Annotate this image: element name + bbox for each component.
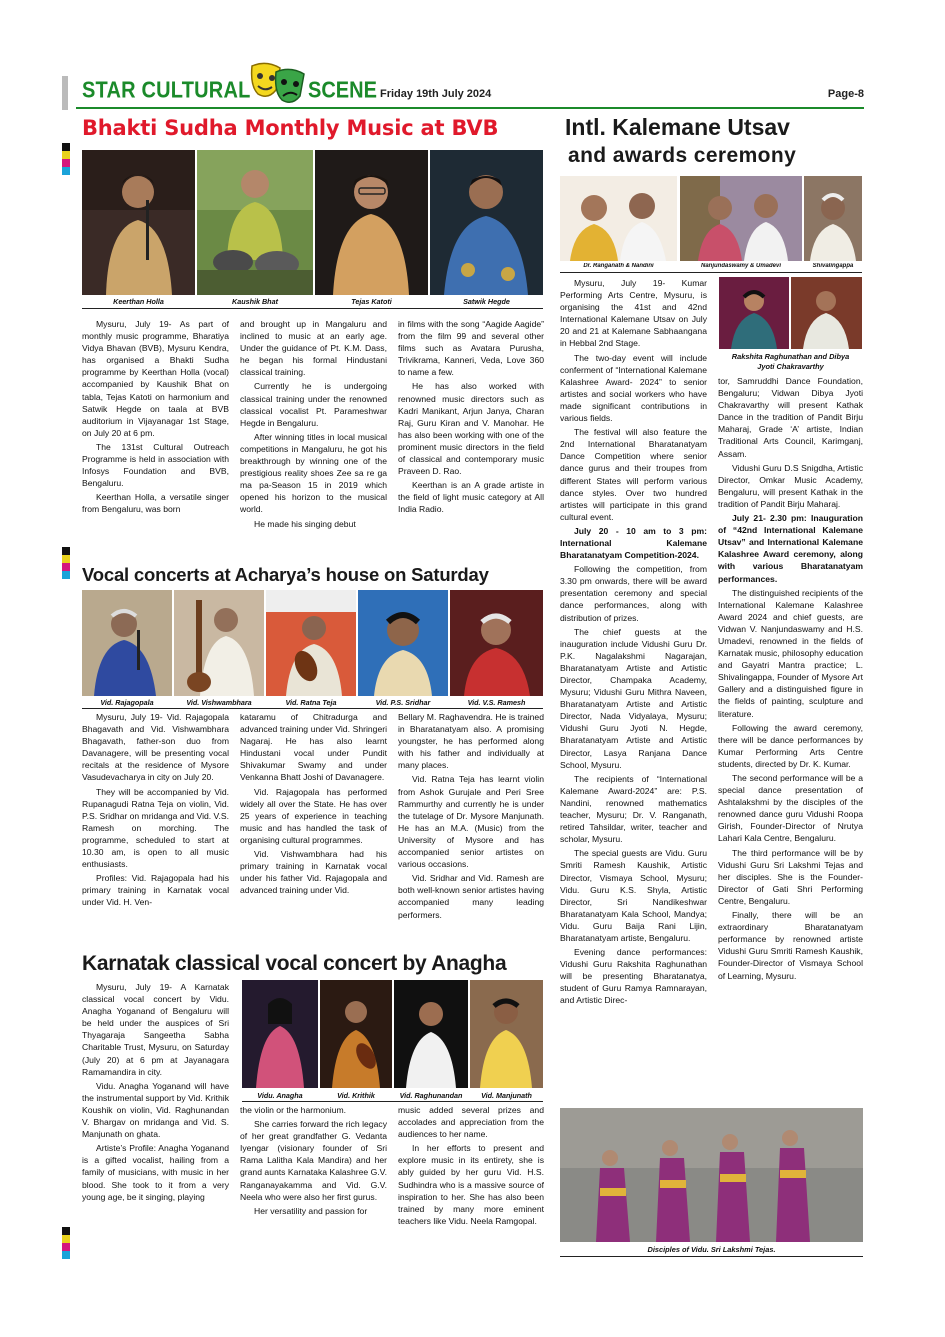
masthead-title-right: SCENE <box>308 78 377 104</box>
photo-rajagopala <box>82 590 172 696</box>
photo-ranganath-nandini <box>560 176 677 261</box>
photo-vishwambhara <box>174 590 264 696</box>
photo-shivalingappa <box>804 176 862 261</box>
caption-keerthan-holla: Keerthan Holla <box>113 297 164 306</box>
photo-satwik-hegde <box>430 150 543 295</box>
photo-rakshita-raghunathan <box>719 277 789 349</box>
caption-shivalingappa: Shivalingappa <box>812 263 854 269</box>
photo-vs-ramesh <box>450 590 543 696</box>
caption-anagha: Vidu. Anagha <box>257 1091 303 1100</box>
bvb-headline: Bhakti Sudha Monthly Music at BVB <box>82 116 499 140</box>
caption-manjunath: Vid. Manjunath <box>481 1091 532 1100</box>
bvb-column-3: in films with the song “Aagide Aagide” from the film 99 and several other films such as Avatara Purusha, Trivikrama, Kanneri, Veda, Love 360 to name a few. He has also worked with renowned music directors such as Kadri Manikant, Arjun Janya, Charan Raj, Guru Kiran and V. Manohar. He has also been working with one of the prominent music directors in the field of classical and contemporary music Praveen D. Rao. Keerthan is an A grade artiste in the field of light music category at All India Radio. <box>398 319 544 515</box>
caption-tejas-katoti: Tejas Katoti <box>351 297 392 306</box>
caption-krithik: Vid. Krithik <box>337 1091 375 1100</box>
theatre-masks-icon <box>246 60 308 106</box>
registration-bar <box>62 1227 70 1259</box>
acharya-column-3: Bellary M. Raghavendra. He is trained in Bharatanatyam also. A promising youngster, he has performed along with his father and individually at many places. Vid. Ratna Teja has learnt violin from Ashok Gurujale and Peri Sree Rammurthy and currently he is under the tutelage of Dr. Mysore Manjunath. He has an M.A. (Music) from the University of Mysore and has accompanied senior artistes on various occasions. Vid. Sridhar and Vid. Ramesh are both well-known senior artistes having accompanied many leading performers. <box>398 712 544 920</box>
caption-inset-line1: Rakshita Raghunathan and Dibya <box>731 352 850 361</box>
anagha-column-3: music added several prizes and accolades and appreciation from the audiences to her name. In her efforts to present and explore music in its entirety, she is ably guided by her guru Vid. H.S. Sudhindra who is a massive source of inspiration to her. She has also been trained by many more eminent teachers like Vidu. Neela Ramgopal. <box>398 1105 544 1226</box>
kalemane-column-2: tor, Samruddhi Dance Foundation, Bengaluru; Vidwan Dibya Jyoti Chakravarthy will present Kathak Dance in the tradition of Pandit Birju Maharaj, Grade ‘A’ artiste, Indian Traditional Arts Council, Karimganj, Assam. Vidushi Guru D.S Snigdha, Artistic Director, Omkar Music Academy, Bengaluru, will present Kathak in the tradition of Pandit Birju Maharaj. July 21- 2.30 pm: Inauguration of “42nd International Kalemane Utsav” and International Kalemane Kalashree Award ceremony, along with various Bharatanatyam performances. The distinguished recipients of the International Kalemane Kalashree Award 2024 and chief guests, are Vidwan V. Nanjundaswamy and H.S. Umadevi, renowned in the fields of Karnatak music, philosophy education and Gayatri Mantra practice; L. Shivalingappa, Founder of Mysore Art Gallery and a distinguished figure in the fields of painting, sculpture and literature. Following the award ceremony, there will be dance performances by Kumar Performing Arts Centre students, directed by Dr. K. Kumar. The second performance will be a special dance presentation of Ashtalakshmi by the disciples of the renowned dance guru Vidushi Roopa Girish, Founder-Director of Nrutya Lahari Kala Centre, Bengaluru. The third performance will be by Vidushi Guru Sri Lakshmi Tejas and her disciples. She is the Founder-Director of Gati Shri Performing Centre, Bengaluru. Finally, there will be an extraordinary Bharatanatyam performance by renowned artiste Vidushi Guru Smriti Ramesh Kaushik, Founder-Director of Vismaya School of Learning, Mysuru. <box>718 376 863 981</box>
bvb-column-1: Mysuru, July 19- As part of monthly music programme, Bharatiya Vidya Bhavan (BVB), Mysuru Kendra, has organised a Bhakti Sudha programme by Keerthan Holla (vocal) accompanied by Kaushik Bhat on tabla, Tejas Katoti on harmonium and Satwik Hegde on taala at BVB auditorium in Vijayanagar 1st Stage, on July 20 at 6 pm. The 131st Cultural Outreach Programme is held in association with Infosys Foundation and BVB, Bengaluru. Keerthan Holla, a versatile singer from Bengaluru, was born <box>82 319 229 515</box>
caption-kaushik-bhat: Kaushik Bhat <box>232 297 278 306</box>
photo-kaushik-bhat <box>197 150 313 295</box>
anagha-column-2: the violin or the harmonium. She carries forward the rich legacy of her great grandfather G. Vedanta Iyengar (visionary founder of Sri Rama Lalitha Kala Mandira) and her grand aunts Karnataka Kalashree G.V. Ranganayakamma and Vid. G.V. Neela who were also her first gurus. Her versatility and passion for <box>240 1105 387 1216</box>
photo-dance-disciples <box>560 1108 863 1242</box>
kalemane-headline-line1: Intl. Kalemane Utsav <box>565 114 790 140</box>
photo-tejas-katoti <box>315 150 428 295</box>
caption-satwik-hegde: Satwik Hegde <box>463 297 510 306</box>
caption-dance-disciples: Disciples of Vidu. Sri Lakshmi Tejas. <box>647 1245 776 1254</box>
photo-anagha <box>242 980 318 1088</box>
acharya-headline: Vocal concerts at Acharya’s house on Saturday <box>82 564 489 585</box>
issue-date: Friday 19th July 2024 <box>380 88 492 100</box>
photo-dibya-jyoti <box>791 277 862 349</box>
masthead <box>62 76 864 116</box>
kalemane-headline-line2: and awards ceremony <box>568 144 797 167</box>
photo-krithik <box>320 980 392 1088</box>
caption-ranganath-nandini: Dr. Ranganath & Nandini <box>583 263 654 269</box>
acharya-column-2: kataramu of Chitradurga and advanced training under Vid. Shringeri Nagaraj. He has also learnt Hindustani vocal under Pundit Shivakumar Swamy and under Venkanna Bhatt Joshi of Davanagere. Vid. Rajagopala has performed widely all over the State. He has over 25 years of experience in teaching music and has handled the task of organising cultural programmes. Vid. Vishwambhara had his primary training in Karnatak vocal under his father Vid. Rajagopala and advanced training under Vid. <box>240 712 387 896</box>
caption-raghunandan: Vid. Raghunandan <box>399 1091 463 1100</box>
caption-nanjundaswamy-umadevi: Nanjundaswamy & Umadevi <box>700 263 782 269</box>
photo-manjunath <box>470 980 543 1088</box>
caption-ratna-teja: Vid. Ratna Teja <box>285 698 337 707</box>
caption-rajagopala: Vid. Rajagopala <box>100 698 154 707</box>
caption-ps-sridhar: Vid. P.S. Sridhar <box>375 698 431 707</box>
photo-ratna-teja <box>266 590 356 696</box>
registration-bar <box>62 547 70 579</box>
photo-nanjundaswamy-umadevi <box>680 176 802 261</box>
caption-inset-line2: Jyoti Chakravarthy <box>757 362 824 371</box>
acharya-column-1: Mysuru, July 19- Vid. Rajagopala Bhagavath and Vid. Vishwambhara Bhagavath, father-son duo from Davanagere, will be presenting vocal recitals at the residence of Mysore Vasudevacharya in city on July 20. They will be accompanied by Vid. Rupanagudi Ratna Teja on violin, Vid. P.S. Sridhar on mridanga and Vid. V.S. Ramesh on morching. The programme, scheduled to start at 10.30 am, is open to all music enthusiasts. Profiles: Vid. Rajagopala had his primary training in Karnatak vocal under Vid. H. Ven- <box>82 712 229 908</box>
masthead-title-left: STAR CULTURAL <box>82 78 251 104</box>
photo-ps-sridhar <box>358 590 448 696</box>
caption-vs-ramesh: Vid. V.S. Ramesh <box>467 698 526 707</box>
page-number: Page-8 <box>827 88 864 100</box>
bvb-column-2: and brought up in Mangaluru and inclined to music at an early age. Under the guidance of Pt. K.M. Dass, he began his formal Hindustani classical training. Currently he is undergoing classical training under the renowned classical vocalist Pt. Parameshwar Hegde in Bengaluru. After winning titles in local musical competitions in Mangaluru, he got his breakthrough by winning one of the prestigious reality shoes Zee sa re ga ma pa-Season 15 in 2019 which opened his horizon to the musical world. He made his singing debut <box>240 319 387 529</box>
anagha-column-1: Mysuru, July 19- A Karnatak classical vocal concert by Vidu. Anagha Yoganand of Bengaluru will be held under the auspices of Sri Thyagaraja Sangeetha Sabha Charitable Trust, Mysuru, on Saturday (July 20) at 6 pm at Jayanagara Ramamandira in city. Vidu. Anagha Yoganand will have the instrumental support by Vid. Krithik Koushik on violin, Vid. Raghunandan V. Bhargav on mridanga and Vid. S. Manjunath on ghata. Artiste’s Profile: Anagha Yoganand is a gifted vocalist, hailing from a family of musicians, with music in her blood. She took to it from a very young age, be it singing, playing <box>82 982 229 1202</box>
photo-raghunandan <box>394 980 468 1088</box>
anagha-headline: Karnatak classical vocal concert by Anagha <box>82 952 507 975</box>
caption-vishwambhara: Vid. Vishwambhara <box>186 698 252 707</box>
registration-bar <box>62 143 70 175</box>
kalemane-column-1: Mysuru, July 19- Kumar Performing Arts Centre, Mysuru, is organising the 41st and 42nd International Kalemane Utsav on July 20 and 21 at Kalemane Sabhaangana in Hebbal 2nd Stage. The two-day event will include conferment of “International Kalemane Kalashree Award- 2024” to senior artistes and social workers who have made significant contributions in various fields. The festival will also feature the 2nd International Bharatanatyam Dance Competition where senior dance gurus and their troupes from different States will perform various dance styles. Over two hundred artistes will participate in this grand cultural event. July 20 - 10 am to 3 pm: International Kalemane Bharatanatyam Competition-2024. Following the competition, from 3.30 pm onwards, there will be award presentation ceremony and special dance performances, along with distribution of prizes. The chief guests at the inauguration include Vidushi Guru Dr. P.K. Nagalakshmi Nagarajan, Bharatanatyam Artiste and Artistic Director, Champaka Academy, Mysuru; Vidushi Guru Mithra Naveen, Bharatanatyam Artiste and Artistic Director, Nada Vidyalaya, Mysuru; Vidushi Guru Jyoti N. Hegde, Bharatanatyam Artiste and Artistic Director, Lasya Ranjana Dance School, Mysuru. The recipients of “International Kalemane Award-2024” are: P.S. Nandini, renowned mathematics teacher, Mysuru; Dr. V. Ranganath, retired Tahsildar, writer, teacher and scholar, Mysuru. The special guests are Vidu. Guru Smriti Ramesh Kaushik, Artistic Director, Vismaya School, Mysuru; Vidu. Guru K.S. Shyla, Artistic Director, Sri Nandikeshwar Bharatanatyam Kala School, Mandya; Vidu. Guru Baija Rani Lijin, Bharatanatyam artiste, Bengaluru. Evening dance performances: Vidushi Guru Rakshita Raghunathan will be presenting Bharatanatya, student of Guru Ramya Ramnarayan, and Artistic Direc- <box>560 278 707 1006</box>
photo-keerthan-holla <box>82 150 195 295</box>
